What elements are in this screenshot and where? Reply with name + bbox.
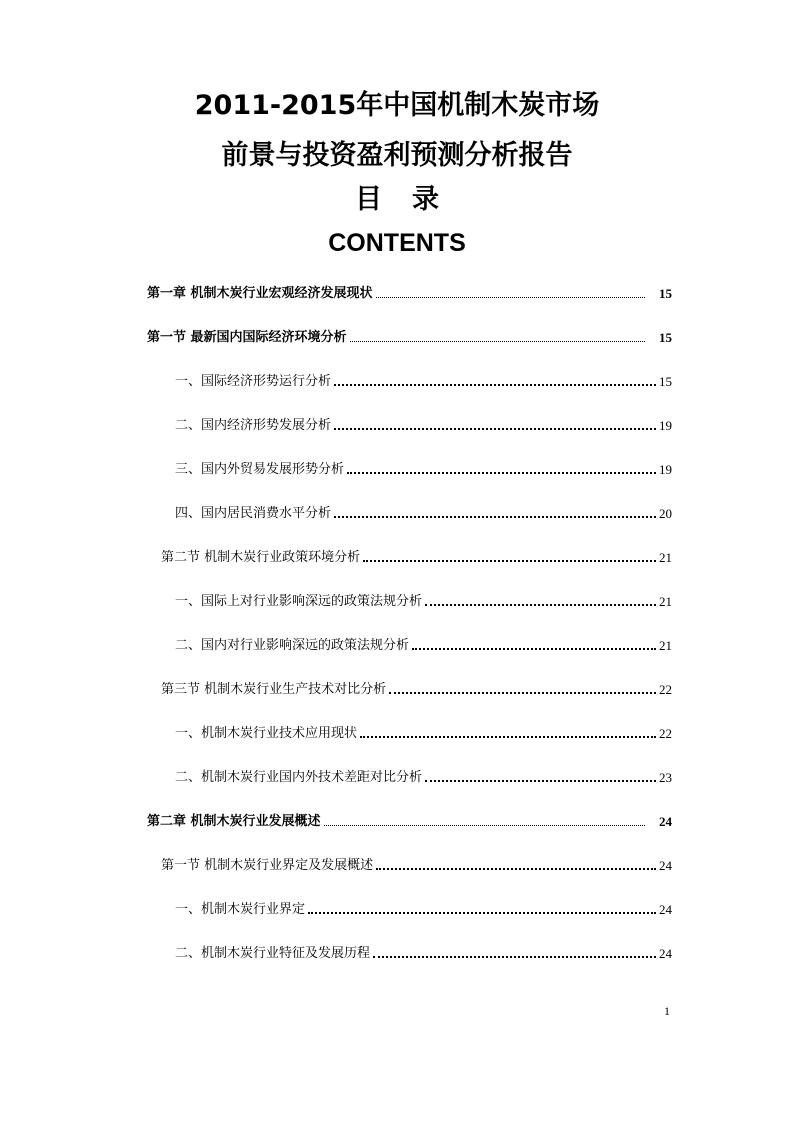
toc-entry-label: 第一节 机制木炭行业界定及发展概述 (161, 858, 374, 873)
toc-entry-page: 15 (659, 374, 672, 389)
toc-dot-leader (334, 428, 656, 430)
toc-entry-label: 三、国内外贸易发展形势分析 (175, 462, 345, 477)
toc-entry[interactable] (175, 723, 672, 743)
toc-entry-label: 第三节 机制木炭行业生产技术对比分析 (161, 682, 387, 697)
toc-entry[interactable] (175, 943, 672, 963)
report-title-line-1: 2011-2015年中国机制木炭市场 (194, 90, 600, 121)
toc-entry[interactable] (161, 679, 672, 699)
toc-entry-page: 23 (659, 770, 672, 785)
toc-entry-label: 四、国内居民消费水平分析 (175, 506, 332, 521)
toc-entry[interactable] (175, 459, 672, 479)
toc-entry[interactable] (147, 283, 672, 303)
toc-entry-label: 二、机制木炭行业特征及发展历程 (175, 946, 371, 961)
toc-dot-leader (324, 825, 645, 826)
toc-entry-page: 19 (659, 462, 672, 477)
toc-entry-page: 20 (659, 506, 672, 521)
toc-dot-leader (347, 472, 656, 474)
toc-entry[interactable] (175, 591, 672, 611)
toc-dot-leader (412, 648, 656, 650)
toc-entry-label: 一、国际上对行业影响深远的政策法规分析 (175, 594, 423, 609)
toc-entry-page: 24 (659, 814, 672, 829)
toc-entry-page: 21 (659, 594, 672, 609)
toc-dot-leader (389, 692, 656, 694)
toc-dot-leader (334, 516, 656, 518)
toc-dot-leader (334, 384, 656, 386)
toc-entry-page: 19 (659, 418, 672, 433)
toc-entry-page: 24 (659, 858, 672, 873)
report-title-line-2: 前景与投资盈利预测分析报告 (221, 140, 573, 171)
toc-entry-label: 第一章 机制木炭行业宏观经济发展现状 (147, 286, 373, 301)
toc-entry-label: 一、机制木炭行业界定 (175, 902, 306, 917)
toc-entry-page: 22 (659, 726, 672, 741)
toc-entry-page: 24 (659, 902, 672, 917)
toc-entry-page: 15 (659, 286, 672, 301)
toc-entry[interactable] (147, 811, 672, 831)
toc-dot-leader (376, 868, 656, 870)
toc-entry-page: 15 (659, 330, 672, 345)
toc-dot-leader (425, 780, 656, 782)
toc-dot-leader (376, 297, 645, 298)
toc-entry-page: 22 (659, 682, 672, 697)
toc-dot-leader (308, 912, 656, 914)
toc-entry[interactable] (175, 503, 672, 523)
toc-entry-page: 24 (659, 946, 672, 961)
toc-entry-page: 21 (659, 638, 672, 653)
toc-entry-label: 第二章 机制木炭行业发展概述 (147, 814, 321, 829)
toc-entry-label: 第二节 机制木炭行业政策环境分析 (161, 550, 361, 565)
toc-entry[interactable] (175, 635, 672, 655)
toc-entry[interactable] (175, 415, 672, 435)
toc-dot-leader (363, 560, 656, 562)
toc-entry-label: 二、国内经济形势发展分析 (175, 418, 332, 433)
toc-entry-label: 二、机制木炭行业国内外技术差距对比分析 (175, 770, 423, 785)
toc-entry[interactable] (147, 327, 672, 347)
page-number: 1 (664, 1004, 670, 1018)
toc-dot-leader (350, 341, 645, 342)
toc-dot-leader (360, 736, 656, 738)
toc-entry[interactable] (161, 547, 672, 567)
toc-entry[interactable] (175, 767, 672, 787)
toc-entry[interactable] (175, 371, 672, 391)
toc-dot-leader (425, 604, 656, 606)
toc-entry[interactable] (175, 899, 672, 919)
toc-entry[interactable] (161, 855, 672, 875)
toc-entry-label: 一、国际经济形势运行分析 (175, 374, 332, 389)
toc-dot-leader (373, 956, 656, 958)
toc-entry-page: 21 (659, 550, 672, 565)
toc-entry-label: 二、国内对行业影响深远的政策法规分析 (175, 638, 410, 653)
toc-entry-label: 第一节 最新国内国际经济环境分析 (147, 330, 347, 345)
contents-heading-cn: 目录 (355, 184, 469, 215)
toc-entry-label: 一、机制木炭行业技术应用现状 (175, 726, 358, 741)
contents-heading-en: CONTENTS (328, 229, 466, 257)
